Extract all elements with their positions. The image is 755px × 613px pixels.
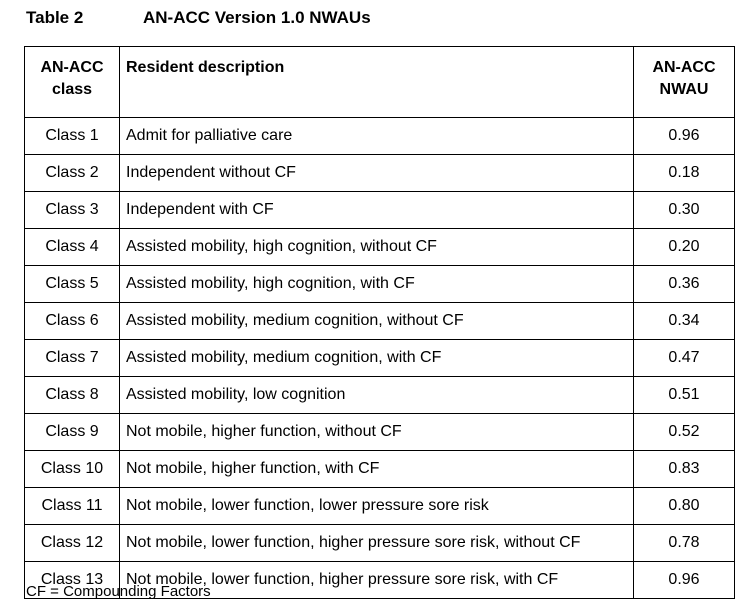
row-nwau-cell: 0.51: [634, 377, 735, 414]
row-nwau-cell: 0.30: [634, 192, 735, 229]
table-row: [25, 303, 735, 340]
row-description-cell: Assisted mobility, medium cognition, without CF: [120, 303, 634, 340]
table-body: [25, 118, 735, 599]
row-class-cell: Class 11: [25, 488, 120, 525]
row-nwau-cell: 0.52: [634, 414, 735, 451]
row-nwau-cell: 0.96: [634, 118, 735, 155]
row-class-cell: Class 13: [25, 562, 120, 599]
table-row: [25, 414, 735, 451]
header-nwau-line2: NWAU: [659, 81, 709, 98]
row-description-cell: Not mobile, lower function, lower pressure sore risk: [120, 488, 634, 525]
table-row: [25, 229, 735, 266]
row-nwau-cell: 0.36: [634, 266, 735, 303]
row-nwau-cell: 0.80: [634, 488, 735, 525]
header-description: Resident description: [120, 47, 634, 118]
row-class-cell: Class 8: [25, 377, 120, 414]
table-row: [25, 377, 735, 414]
row-nwau-cell: 0.96: [634, 562, 735, 599]
table-row: [25, 192, 735, 229]
table-header-row: [25, 47, 735, 118]
row-description-cell: Not mobile, higher function, with CF: [120, 451, 634, 488]
table-row: [25, 488, 735, 525]
row-description-cell: Independent without CF: [120, 155, 634, 192]
row-description-cell: Independent with CF: [120, 192, 634, 229]
row-description-cell: Not mobile, higher function, without CF: [120, 414, 634, 451]
row-description-cell: Assisted mobility, high cognition, with CF: [120, 266, 634, 303]
table-row: [25, 118, 735, 155]
footnote: CF = Compounding Factors: [26, 583, 211, 600]
table-row: [25, 451, 735, 488]
row-class-cell: Class 1: [25, 118, 120, 155]
row-description-cell: Not mobile, lower function, higher pressure sore risk, without CF: [120, 525, 634, 562]
row-description-cell: Assisted mobility, low cognition: [120, 377, 634, 414]
header-class-line2: class: [51, 81, 93, 98]
row-description-cell: Assisted mobility, medium cognition, with CF: [120, 340, 634, 377]
row-nwau-cell: 0.18: [634, 155, 735, 192]
header-class: [25, 47, 120, 118]
row-class-cell: Class 9: [25, 414, 120, 451]
header-class-line1: AN-ACC: [40, 59, 104, 76]
header-nwau: [634, 47, 735, 118]
table-row: [25, 155, 735, 192]
row-description-cell: Admit for palliative care: [120, 118, 634, 155]
row-nwau-cell: 0.83: [634, 451, 735, 488]
header-nwau-line1: AN-ACC: [652, 59, 716, 76]
row-nwau-cell: 0.34: [634, 303, 735, 340]
row-class-cell: Class 7: [25, 340, 120, 377]
row-class-cell: Class 6: [25, 303, 120, 340]
row-nwau-cell: 0.78: [634, 525, 735, 562]
row-class-cell: Class 12: [25, 525, 120, 562]
table-row: [25, 525, 735, 562]
table-row: [25, 266, 735, 303]
row-class-cell: Class 10: [25, 451, 120, 488]
row-class-cell: Class 2: [25, 155, 120, 192]
row-class-cell: Class 5: [25, 266, 120, 303]
table-label: Table 2: [26, 8, 84, 27]
table-row: [25, 340, 735, 377]
nwau-table: [24, 46, 735, 599]
table-caption: [26, 8, 371, 28]
row-nwau-cell: 0.47: [634, 340, 735, 377]
row-class-cell: Class 3: [25, 192, 120, 229]
row-description-cell: Assisted mobility, high cognition, without CF: [120, 229, 634, 266]
row-description-cell: Not mobile, lower function, higher pressure sore risk, with CF: [120, 562, 634, 599]
row-nwau-cell: 0.20: [634, 229, 735, 266]
table-title: AN-ACC Version 1.0 NWAUs: [143, 8, 371, 27]
row-class-cell: Class 4: [25, 229, 120, 266]
